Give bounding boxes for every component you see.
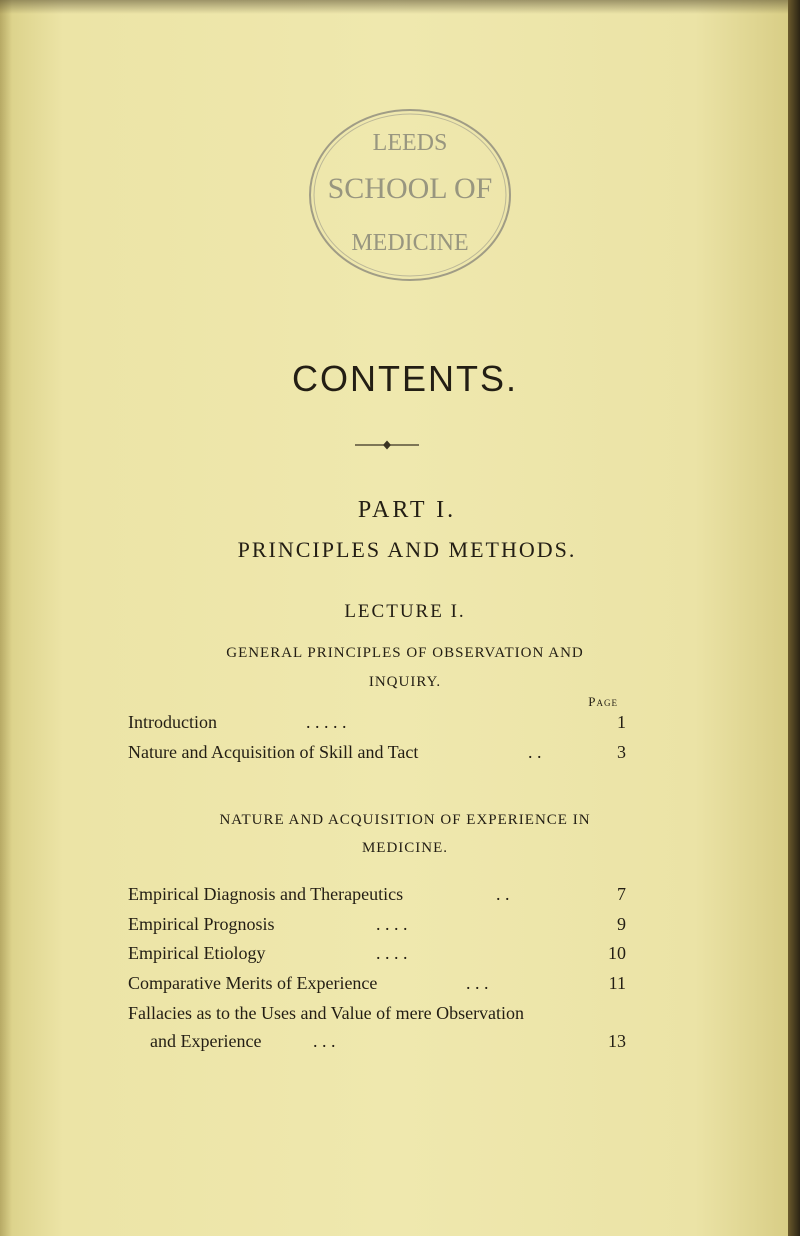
- svg-text:LEEDS: LEEDS: [372, 130, 448, 156]
- page-title: CONTENTS.: [291, 358, 518, 399]
- toc-entry[interactable]: [128, 712, 626, 738]
- diamond-rule-icon: [355, 439, 419, 451]
- toc-entry-title: Empirical Diagnosis and Therapeutics: [128, 884, 404, 904]
- part-title: PART I.: [357, 497, 457, 523]
- toc-entry-title: Introduction: [128, 712, 217, 732]
- toc-leader-dots: . . .: [313, 1031, 336, 1051]
- toc-entry[interactable]: [128, 1003, 626, 1029]
- toc-entry[interactable]: [150, 1031, 626, 1057]
- lecture-title: LECTURE I.: [344, 601, 466, 622]
- library-stamp: [300, 100, 520, 290]
- toc-leader-dots: . . . .: [376, 943, 408, 963]
- toc-leader-dots: . .: [496, 884, 510, 904]
- toc-entry-page: 11: [608, 973, 626, 993]
- toc-entry-page: 7: [617, 884, 626, 904]
- part-subtitle: PRINCIPLES AND METHODS.: [237, 537, 577, 562]
- toc-entry-title: Empirical Prognosis: [128, 914, 275, 934]
- toc-entry-title: Nature and Acquisition of Skill and Tact: [128, 742, 419, 762]
- page-column-label: Page: [588, 694, 618, 709]
- book-spine-edge: [788, 0, 800, 1236]
- toc-leader-dots: . . .: [466, 973, 489, 993]
- toc-entry-page: 10: [608, 943, 626, 963]
- toc-leader-dots: . . . . .: [306, 712, 347, 732]
- toc-entry-page: 13: [608, 1031, 626, 1051]
- toc-entry-title: Comparative Merits of Experience: [128, 973, 378, 993]
- toc-leader-dots: . . . .: [376, 914, 408, 934]
- toc-entry[interactable]: [128, 943, 626, 969]
- toc-leader-dots: . .: [528, 742, 542, 762]
- toc-entry[interactable]: [128, 884, 626, 910]
- toc-entry-title: and Experience: [150, 1031, 262, 1051]
- toc-entry[interactable]: [128, 973, 626, 999]
- toc-entry-page: 9: [617, 914, 626, 934]
- lecture-subject-line1: GENERAL PRINCIPLES OF OBSERVATION AND: [226, 645, 584, 661]
- toc-entry[interactable]: [128, 742, 626, 768]
- section-subject-line2: MEDICINE.: [361, 840, 449, 856]
- toc-entry-title: Fallacies as to the Uses and Value of mere Observation: [128, 1003, 525, 1023]
- lecture-subject-line2: INQUIRY.: [368, 674, 442, 690]
- toc-entry[interactable]: [128, 914, 626, 940]
- svg-text:SCHOOL OF: SCHOOL OF: [327, 172, 493, 205]
- section-subject-line1: NATURE AND ACQUISITION OF EXPERIENCE IN: [219, 812, 591, 828]
- toc-entry-page: 3: [617, 742, 626, 762]
- toc-entry-page: 1: [617, 712, 626, 732]
- stamp-seal-icon: [300, 100, 520, 290]
- toc-entry-title: Empirical Etiology: [128, 943, 266, 963]
- svg-text:MEDICINE: MEDICINE: [351, 230, 469, 256]
- ornamental-rule: [355, 439, 419, 451]
